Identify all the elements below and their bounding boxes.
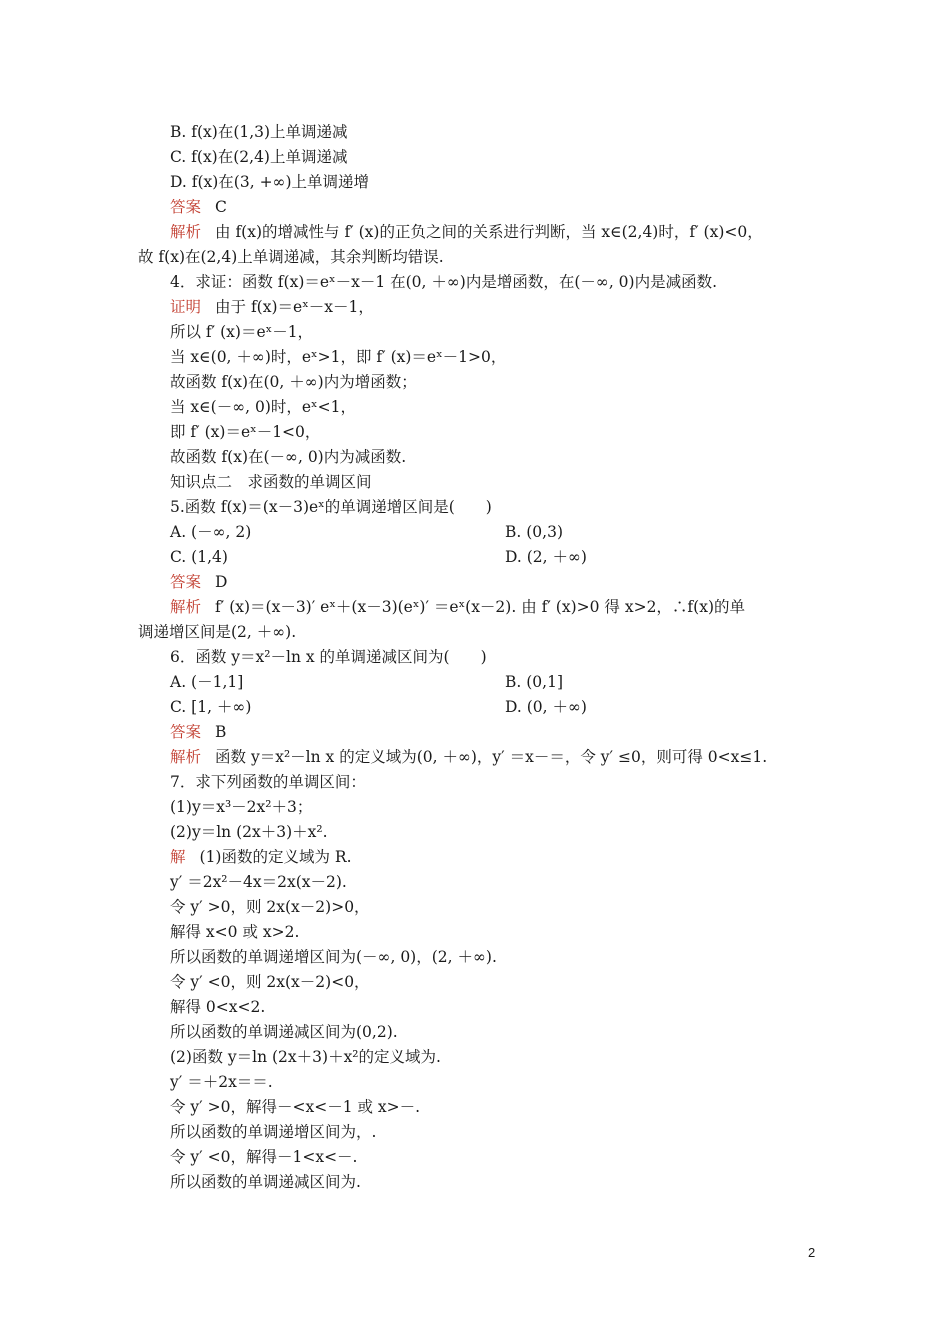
option-c: C. f(x)在(2,4)上单调递减	[170, 148, 348, 166]
option-b: B. f(x)在(1,3)上单调递减	[170, 123, 348, 141]
solution-step: y′ ＝2x²－4x＝2x(x－2).	[170, 873, 347, 891]
analysis-line: 解析 由 f(x)的增减性与 f′ (x)的正负之间的关系进行判断，当 x∈(2,4)时，f′ (x)<0，	[170, 223, 763, 241]
options-row: A. (－∞, 2) B. (0,3)	[170, 523, 563, 541]
analysis-line: 解析 函数 y＝x²－ln x 的定义域为(0, ＋∞)，y′ ＝x－＝，令 y′ ≤0，则可得 0<x≤1.	[170, 748, 768, 766]
question-7: 7．求下列函数的单调区间：	[170, 773, 366, 791]
solution-step: 所以函数的单调递减区间为(0,2).	[170, 1023, 398, 1041]
solution-step: (2)函数 y＝ln (2x＋3)＋x²的定义域为.	[170, 1048, 441, 1066]
solution-step: 令 y′ >0，则 2x(x－2)>0，	[170, 898, 370, 916]
solution-tag: 解	[170, 848, 186, 866]
proof-step: 当 x∈(－∞, 0)时，eˣ<1，	[170, 398, 356, 416]
analysis-tag: 解析	[170, 223, 202, 241]
solution-step: 令 y′ <0，则 2x(x－2)<0，	[170, 973, 370, 991]
solution-step: 令 y′ <0，解得－1<x<－.	[170, 1148, 358, 1166]
solution-step: 所以函数的单调递减区间为.	[170, 1173, 361, 1191]
subquestion: (1)y＝x³－2x²＋3；	[170, 798, 313, 816]
proof-step: 所以 f′ (x)＝eˣ－1，	[170, 323, 314, 341]
solution-step: y′ ＝＋2x＝＝.	[170, 1073, 273, 1091]
answer-line: 答案 B	[170, 723, 227, 741]
analysis-tag: 解析	[170, 748, 202, 766]
solution-step: 令 y′ >0，解得－<x<－1 或 x>－.	[170, 1098, 421, 1116]
answer-line: 答案 C	[170, 198, 227, 216]
solution-step: 所以函数的单调递增区间为，.	[170, 1123, 377, 1141]
answer-line: 答案 D	[170, 573, 228, 591]
question-4: 4．求证：函数 f(x)＝eˣ－x－1 在(0, ＋∞)内是增函数，在(－∞, 0)内是减函数.	[170, 273, 718, 291]
options-row: C. [1, ＋∞) D. (0, ＋∞)	[170, 698, 587, 716]
analysis-continuation: 调递增区间是(2, ＋∞).	[138, 623, 297, 641]
proof-step: 故函数 f(x)在(－∞, 0)内为减函数.	[170, 448, 407, 466]
answer-tag: 答案	[170, 573, 202, 591]
solution-step: 所以函数的单调递增区间为(－∞, 0)，(2, ＋∞).	[170, 948, 497, 966]
analysis-line: 解析 f′ (x)＝(x－3)′ eˣ＋(x－3)(eˣ)′ ＝eˣ(x－2). 由 f′ (x)>0 得 x>2，∴f(x)的单	[170, 598, 746, 616]
analysis-tag: 解析	[170, 598, 202, 616]
page-number: 2	[808, 1245, 816, 1260]
answer-tag: 答案	[170, 198, 202, 216]
proof-line: 证明 由于 f(x)＝eˣ－x－1，	[170, 298, 374, 316]
proof-step: 即 f′ (x)＝eˣ－1<0，	[170, 423, 321, 441]
proof-step: 当 x∈(0, ＋∞)时，eˣ>1，即 f′ (x)＝eˣ－1>0，	[170, 348, 507, 366]
proof-tag: 证明	[170, 298, 202, 316]
options-row: A. (－1,1] B. (0,1]	[170, 673, 563, 691]
solution-line: 解 (1)函数的定义域为 R.	[170, 848, 352, 866]
options-row: C. (1,4) D. (2, ＋∞)	[170, 548, 587, 566]
option-d: D. f(x)在(3, +∞)上单调递增	[170, 173, 370, 191]
section-heading: 知识点二 求函数的单调区间	[170, 473, 372, 491]
question-5: 5.函数 f(x)＝(x－3)eˣ的单调递增区间是( )	[170, 498, 492, 516]
answer-tag: 答案	[170, 723, 202, 741]
solution-step: 解得 0<x<2.	[170, 998, 266, 1016]
subquestion: (2)y＝ln (2x＋3)＋x².	[170, 823, 328, 841]
analysis-continuation: 故 f(x)在(2,4)上单调递减，其余判断均错误.	[138, 248, 444, 266]
proof-step: 故函数 f(x)在(0, ＋∞)内为增函数；	[170, 373, 417, 391]
solution-step: 解得 x<0 或 x>2.	[170, 923, 300, 941]
question-6: 6．函数 y＝x²－ln x 的单调递减区间为( )	[170, 648, 487, 666]
